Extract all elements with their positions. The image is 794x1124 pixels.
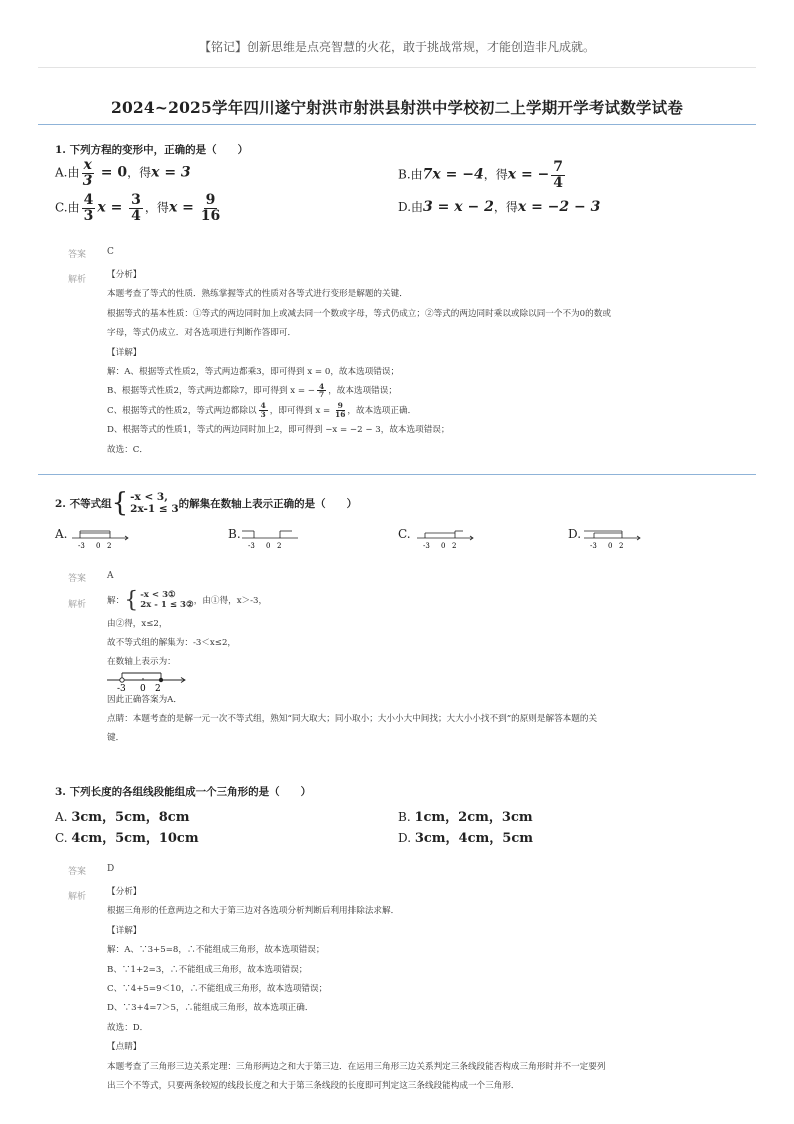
solution-line: 故选：C．: [107, 444, 148, 455]
q2-option-b[interactable]: [228, 527, 241, 541]
analysis-label: 解析: [68, 892, 87, 902]
solution-line: 在数轴上表示为：: [107, 657, 176, 667]
option-letter: A.: [55, 527, 68, 541]
q1-solution: [107, 266, 747, 460]
text: 由: [67, 200, 80, 215]
fraction: [551, 160, 565, 190]
solution-line: B、∵1+2=3，∴不能组成三角形，故本选项错误；: [107, 964, 308, 975]
solution-line: [107, 382, 747, 401]
option-letter: A.: [55, 165, 68, 180]
divider: [38, 474, 756, 475]
solution-line: 【详解】: [107, 347, 142, 358]
numerator: 3: [131, 192, 141, 208]
solution-line: 故不等式组的解集为：-3＜x≤2，: [107, 638, 237, 648]
text: C、根据等式的性质2，等式两边都除以: [107, 405, 257, 416]
text: ，即可得到 x =: [269, 405, 333, 416]
option-letter: C.: [55, 831, 68, 845]
math: x = −2 − 3: [517, 199, 601, 215]
answer-label: 答案: [68, 867, 87, 877]
text: ，得: [483, 167, 508, 182]
text: 解：: [107, 595, 125, 606]
option-text: 1cm，2cm，3cm: [414, 810, 533, 825]
denominator: 16: [334, 409, 346, 419]
solution-line: D、∵3+4=7＞5，∴能组成三角形，故本选项正确．: [107, 1003, 314, 1014]
text: ，得: [144, 200, 169, 215]
solution-line: 本题考查了等式的性质．熟练掌握等式的性质对各等式进行变形是解题的关键．: [107, 289, 408, 300]
numerator: 4: [83, 192, 94, 208]
question-3-stem: 3. 下列长度的各组线段能组成一个三角形的是（ ）: [55, 786, 312, 798]
numerator: x: [83, 157, 92, 173]
answer-value: D: [107, 864, 115, 874]
question-2-stem: [55, 490, 357, 516]
solution-line: 故选：D．: [107, 1022, 149, 1033]
inequality: 2x - 1 ≤ 3②: [140, 600, 194, 610]
tick-label: 0: [608, 542, 613, 550]
numerator: 9: [205, 192, 216, 208]
q2-solution-system: [107, 590, 267, 612]
numerator: 4: [260, 400, 266, 410]
option-letter: B.: [398, 810, 411, 824]
number-line-b[interactable]: [240, 524, 300, 550]
brace-glyph: {: [111, 488, 129, 518]
solution-line: 根据等式的基本性质：①等式的两边同时加上或减去同一个数或字母，等式仍成立；②等式的两边同时乘以或除以同一个不为0的数或: [107, 308, 611, 319]
text: ，故本选项正确．: [347, 405, 417, 416]
text: ，由①得，x＞-3，: [193, 595, 268, 606]
text: ，故本选项错误；: [328, 386, 397, 397]
solution-line: 根据三角形的任意两边之和大于第三边对各选项分析判断后利用排除法求解．: [107, 906, 400, 917]
solution-line: C、∵4+5=9＜10，∴不能组成三角形，故本选项错误；: [107, 984, 328, 995]
numerator: 9: [337, 400, 343, 410]
denominator: 3: [260, 409, 266, 419]
math: 7x = −4: [422, 166, 484, 183]
answer-label: 答案: [68, 250, 87, 260]
inequality: 2x-1 ≤ 3: [130, 503, 179, 515]
tick-label: 0: [140, 684, 146, 694]
math: x =: [168, 199, 199, 216]
solution-line: 由②得，x≤2，: [107, 619, 168, 629]
answer-value: A: [107, 571, 114, 581]
motto: 【铭记】创新思维是点亮智慧的火花，敢于挑战常规，才能创造非凡成就。: [198, 40, 595, 54]
text: 由: [67, 165, 80, 180]
option-letter: D.: [398, 200, 412, 214]
text: ，得: [127, 165, 152, 180]
fraction: [129, 193, 143, 223]
tick-label: 2: [452, 542, 457, 550]
tick-label: 2: [619, 542, 624, 550]
brace-glyph: {: [124, 588, 139, 613]
analysis-label: 解析: [68, 600, 87, 610]
text: 由: [410, 167, 423, 182]
option-letter: C.: [55, 200, 68, 215]
q1-option-c[interactable]: [55, 193, 222, 223]
number-line-a[interactable]: [70, 524, 130, 550]
tick-label: 0: [441, 542, 446, 550]
option-text: 4cm，5cm，10cm: [71, 831, 199, 846]
tick-label: 2: [155, 684, 161, 694]
solution-line: 【详解】: [107, 925, 142, 936]
tick-label: 2: [277, 542, 282, 550]
fraction: [82, 158, 94, 188]
number-line-d[interactable]: [582, 524, 642, 550]
numerator: 7: [553, 159, 564, 175]
solution-line: 【分析】: [107, 270, 142, 280]
text: 的解集在数轴上表示正确的是（ ）: [178, 497, 358, 510]
question-1-stem: 1. 下列方程的变形中，正确的是（ ）: [55, 144, 249, 156]
text: B、根据等式性质2，等式两边都除7，即可得到 x = −: [107, 386, 315, 397]
tick-label: 0: [96, 542, 101, 550]
tick-label: -3: [590, 542, 597, 550]
tick-label: 0: [266, 542, 271, 550]
option-letter: B.: [228, 527, 241, 541]
tick-label: -3: [248, 542, 255, 550]
denominator: 3: [83, 207, 94, 224]
solution-line: 解：A、∵3+5=8，∴不能组成三角形，故本选项错误；: [107, 945, 325, 956]
tick-label: -3: [423, 542, 430, 550]
solution-line: 本题考查了三角形三边关系定理：三角形两边之和大于第三边．在运用三角形三边关系判定三条线段能否构成三角形时并不一定要列: [107, 1061, 606, 1072]
number-line-c[interactable]: [415, 524, 475, 550]
solution-line: [107, 402, 747, 421]
inequality: -x < 3①: [140, 590, 176, 601]
q3-option-b[interactable]: [398, 806, 533, 825]
page-title: 2024~2025学年四川遂宁射洪市射洪县射洪中学校初二上学期开学考试数学试卷: [110, 98, 684, 117]
tick-label: -3: [117, 684, 126, 694]
fraction: [259, 402, 268, 419]
q3-option-c[interactable]: [55, 827, 199, 846]
solution-line: 点睛：本题考查的是解一元一次不等式组，熟知“同大取大；同小取小；大小小大中间找；大大小小找不到”的原则是解答本题的关: [107, 714, 598, 724]
denominator: 7: [318, 390, 325, 400]
solution-line: 【分析】: [107, 887, 142, 897]
q2-option-d[interactable]: [568, 527, 581, 541]
math: x = −: [507, 166, 550, 183]
option-text: 3cm，4cm，5cm: [414, 831, 533, 846]
option-letter: D.: [568, 527, 582, 541]
inequality-system: [124, 590, 194, 612]
fraction: [335, 402, 345, 419]
math: x = 3: [151, 164, 191, 181]
option-letter: D.: [398, 831, 412, 845]
option-letter: C.: [398, 527, 411, 541]
q2-option-a[interactable]: [55, 527, 67, 541]
denominator: 3: [82, 172, 93, 189]
option-text: 3cm，5cm，8cm: [71, 810, 190, 825]
math: = 0: [95, 164, 128, 181]
q1-option-b[interactable]: [398, 160, 567, 190]
math: 3 = x − 2: [423, 199, 494, 215]
text: ，得: [493, 200, 518, 214]
option-letter: B.: [398, 167, 411, 182]
denominator: 16: [200, 207, 221, 224]
q3-option-d[interactable]: [398, 827, 533, 846]
math: x =: [97, 199, 128, 216]
solution-line: 键．: [107, 733, 125, 743]
denominator: 4: [131, 207, 141, 224]
fraction: [82, 193, 96, 223]
solution-line: 因此正确答案为A．: [107, 695, 182, 705]
analysis-label: 解析: [68, 275, 87, 285]
solution-line: 【点睛】: [107, 1042, 142, 1053]
answer-value: C: [107, 247, 114, 257]
denominator: 4: [553, 174, 564, 191]
inequality-system: [112, 490, 179, 516]
tick-label: 2: [107, 542, 112, 550]
solution-line: 解：A、根据等式性质2，等式两边都乘3，即可得到 x = 0，故本选项错误；: [107, 367, 400, 378]
fraction: [201, 193, 220, 223]
answer-label: 答案: [68, 574, 87, 584]
tick-label: -3: [78, 542, 85, 550]
fraction: [317, 383, 326, 400]
divider: [38, 67, 756, 68]
numerator: 4: [318, 381, 325, 391]
divider: [38, 124, 756, 125]
solution-line: 出三个不等式，只要两条较短的线段长度之和大于第三条线段的长度即可判定这三条线段能构成一个三角形．: [107, 1081, 520, 1092]
text: 2. 不等式组: [55, 497, 112, 510]
q1-option-a[interactable]: [55, 158, 191, 188]
inequality: -x < 3,: [130, 490, 168, 503]
option-letter: A.: [55, 810, 68, 824]
q3-option-a[interactable]: [55, 806, 189, 825]
text: 由: [411, 200, 424, 214]
q3-solution: [107, 883, 747, 1096]
q2-option-c[interactable]: [398, 527, 411, 541]
solution-line: 字母，等式仍成立．对各选项进行判断作答即可．: [107, 328, 297, 339]
q1-option-d[interactable]: [398, 198, 600, 215]
solution-line: D、根据等式的性质1，等式的两边同时加上2，即可得到 −x = −2 − 3，故本选项错误；: [107, 425, 450, 436]
